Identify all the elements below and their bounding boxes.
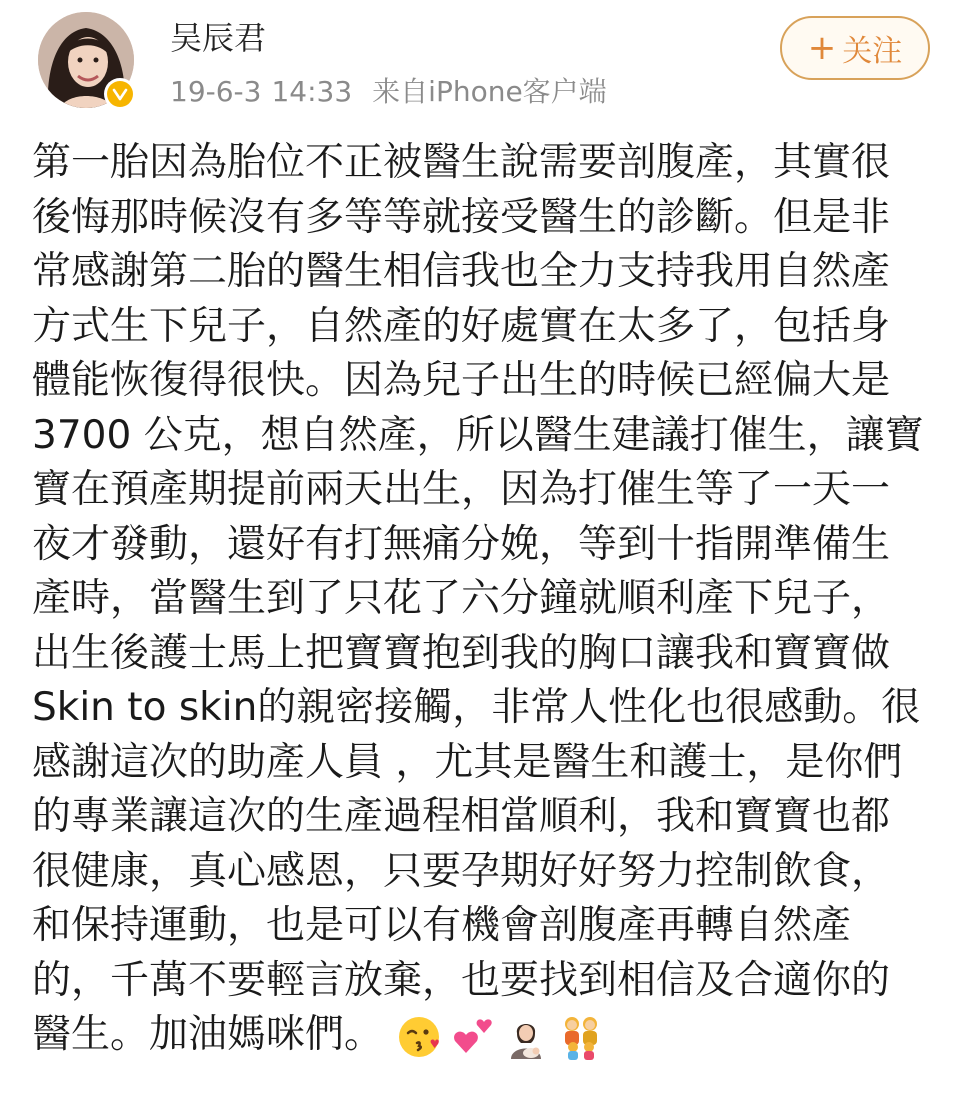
post-line: 3700 公克，想自然產，所以醫生建議打催生，讓寶 (32, 412, 924, 458)
kissing-face-icon (395, 1013, 443, 1061)
post-source: 来自iPhone客户端 (372, 75, 607, 108)
post-date: 19-6-3 (170, 75, 262, 108)
breastfeeding-icon (503, 1013, 551, 1061)
post-line: 出生後護士馬上把寶寶抱到我的胸口讓我和寶寶做 (32, 630, 891, 676)
post-line: 體能恢復得很快。因為兒子出生的時候已經偏大是 (32, 358, 891, 403)
two-hearts-icon (449, 1013, 497, 1061)
username[interactable]: 吴辰君 (170, 19, 267, 57)
post-line: 夜才發動，還好有打無痛分娩，等到十指開準備生 (32, 521, 891, 567)
avatar[interactable] (38, 12, 134, 108)
post-line: 感謝這次的助產人員 ，尤其是醫生和護士，是你們 (32, 739, 903, 785)
post-line: 方式生下兒子，自然產的好處實在太多了，包括身 (32, 303, 891, 349)
post-line: 第一胎因為胎位不正被醫生說需要剖腹產，其實很 (32, 140, 891, 185)
post-line: 後悔那時候沒有多等等就接受醫生的診斷。但是非 (32, 194, 891, 240)
post-line: 產時，當醫生到了只花了六分鐘就順利產下兒子， (32, 576, 891, 621)
post-line: 的專業讓這次的生產過程相當順利，我和寶寶也都 (32, 794, 891, 839)
follow-label: 关注 (842, 34, 903, 69)
post-line: 常感謝第二胎的醫生相信我也全力支持我用自然產 (32, 249, 891, 294)
verified-badge-icon (104, 78, 136, 110)
post-header (0, 0, 960, 130)
post-content (32, 136, 928, 1063)
family-icon (557, 1013, 605, 1061)
post-meta (170, 72, 607, 112)
post-line: Skin to skin的親密接觸，非常人性化也很感動。很 (32, 685, 921, 730)
emoji-row (395, 1013, 605, 1061)
post-line: 和保持運動，也是可以有機會剖腹產再轉自然產 (32, 903, 852, 948)
follow-button[interactable] (780, 16, 930, 80)
post-time: 14:33 (271, 75, 353, 108)
post-line: 醫生。加油媽咪們。 (32, 1012, 384, 1057)
plus-icon: + (807, 28, 837, 68)
post-line: 寶在預產期提前兩天出生，因為打催生等了一天一 (32, 467, 891, 512)
post-last-line (32, 1008, 928, 1063)
post-line: 很健康，真心感恩，只要孕期好好努力控制飲食， (32, 848, 891, 894)
post-line: 的，千萬不要輕言放棄，也要找到相信及合適你的 (32, 957, 891, 1003)
